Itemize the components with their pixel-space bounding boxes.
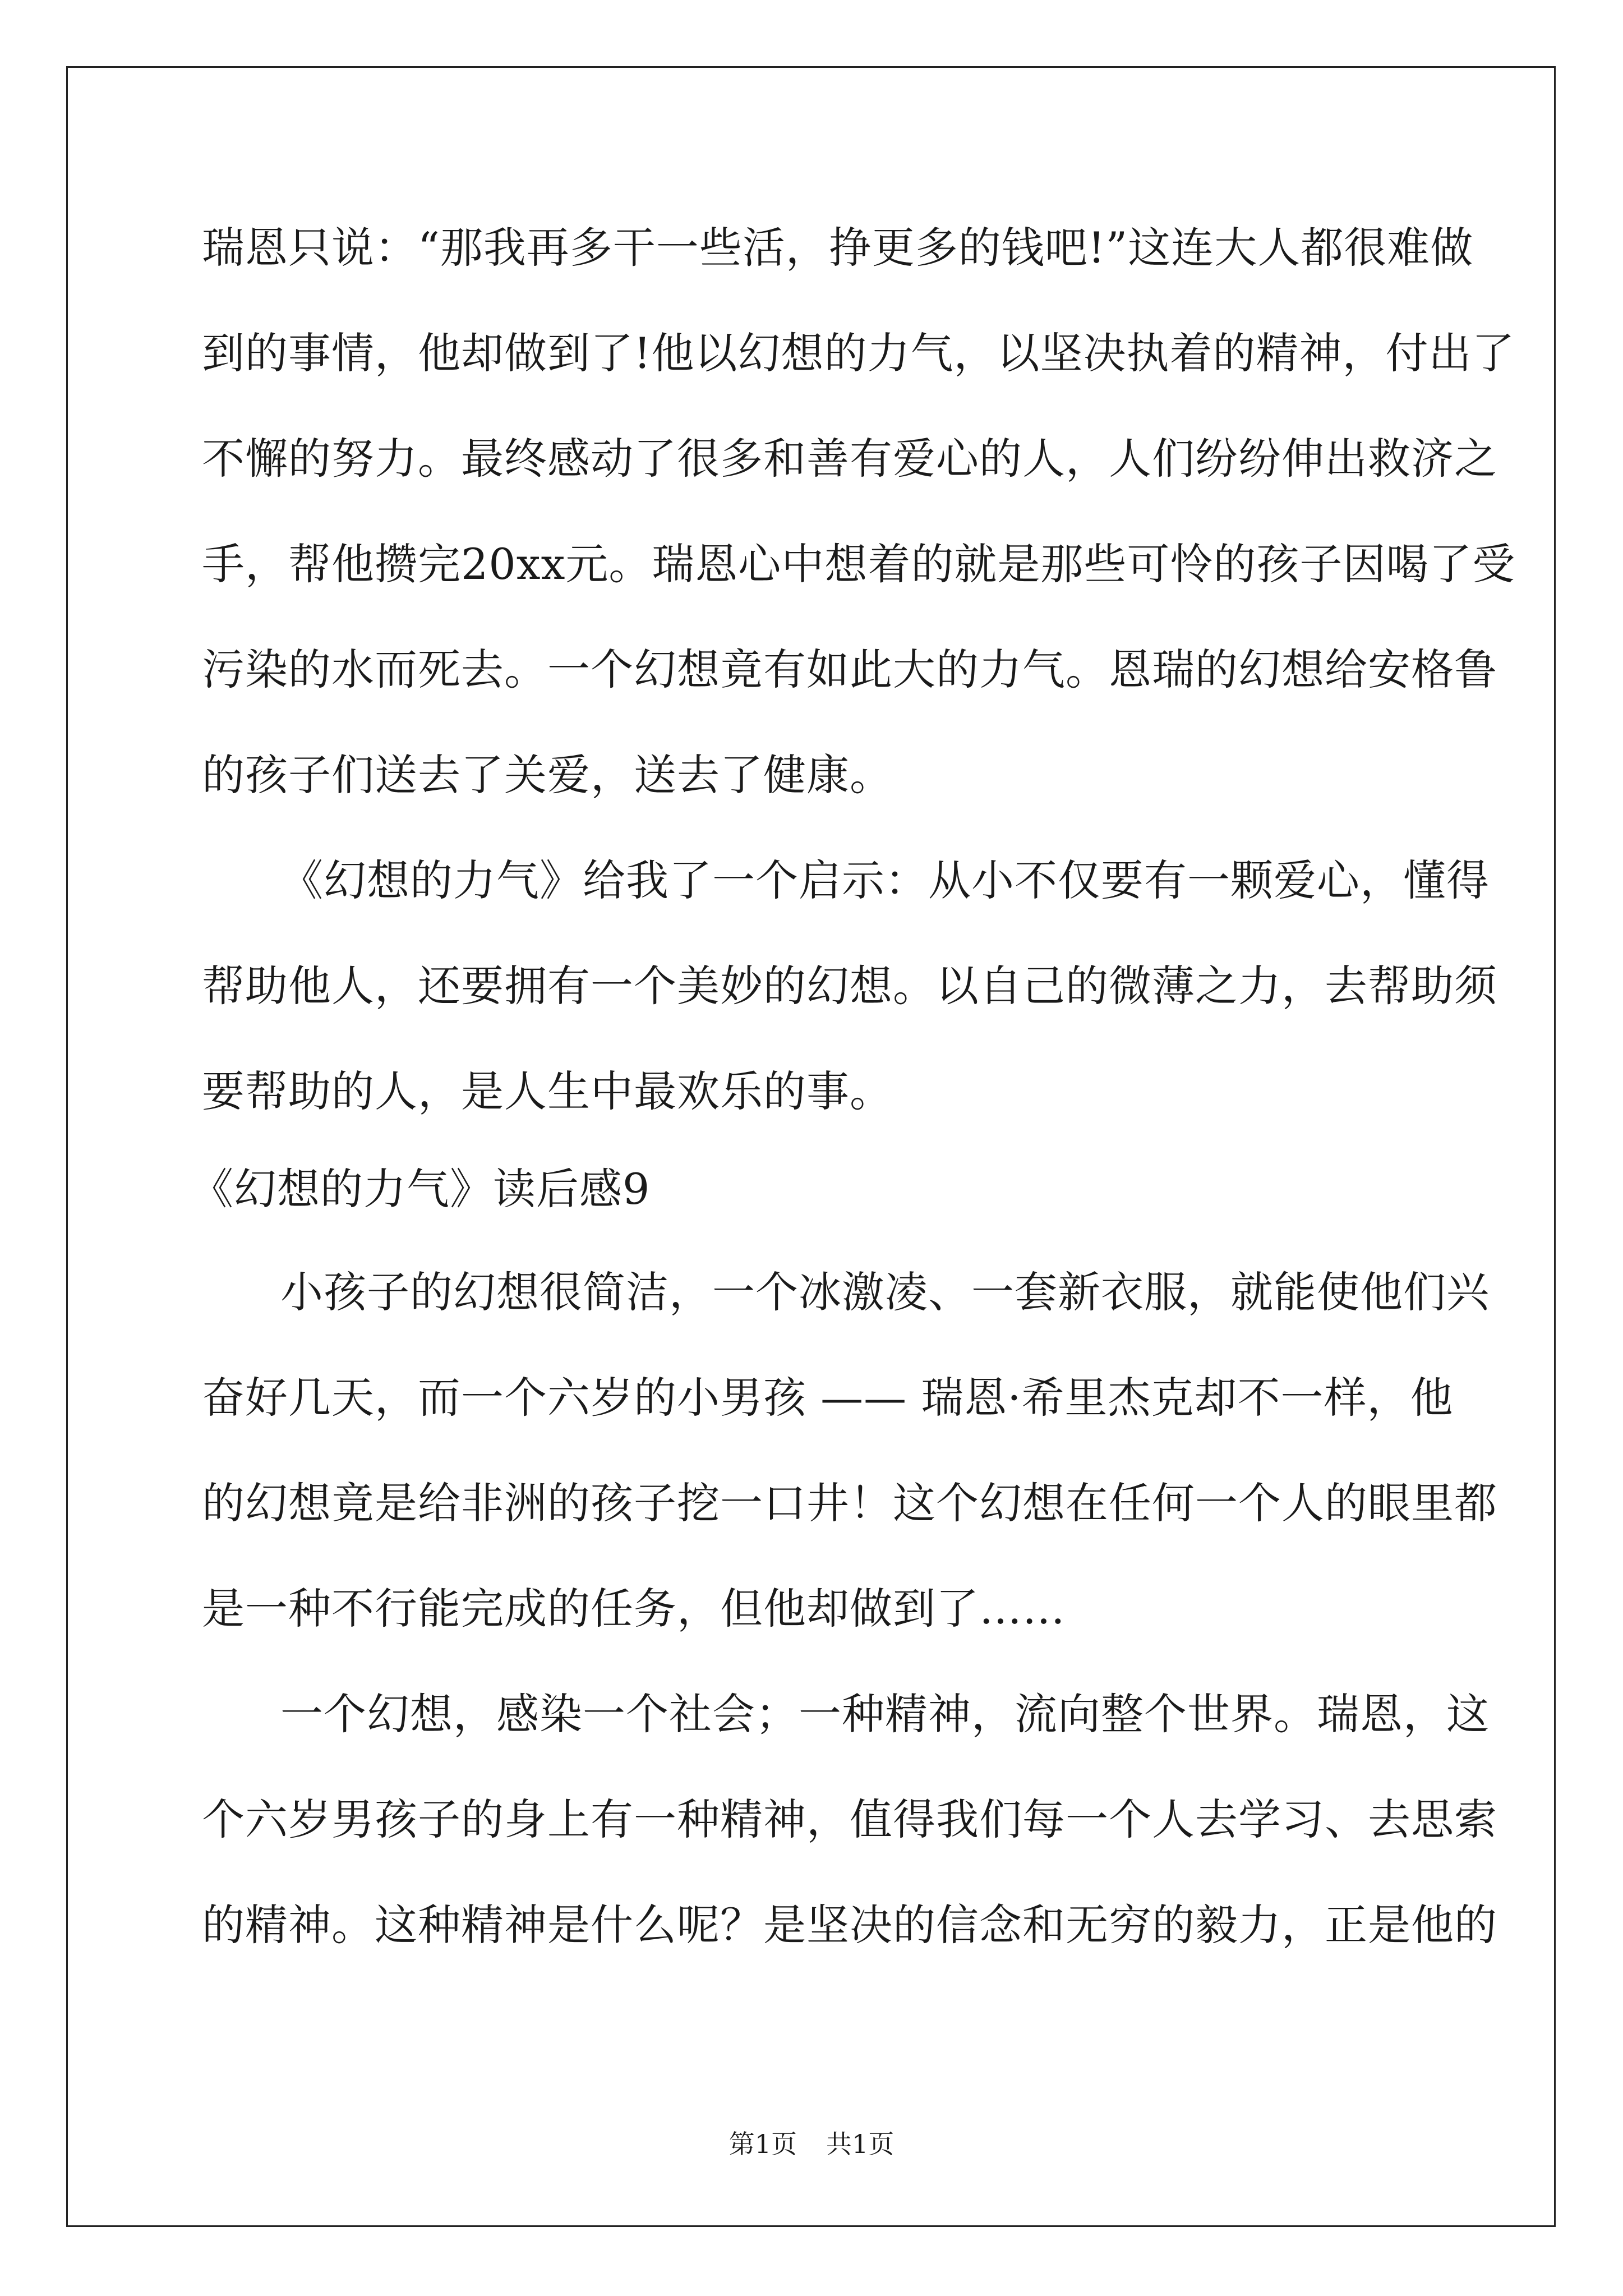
- paragraph-line: 不懈的努力。最终感动了很多和善有爱心的人，人们纷纷伸出救济之: [202, 434, 1497, 484]
- section-heading: 《幻想的力气》读后感9: [191, 1164, 651, 1214]
- paragraph-line: 到的事情，他却做到了!他以幻想的力气，以坚决执着的精神，付出了: [202, 328, 1515, 378]
- paragraph-line: 《幻想的力气》给我了一个启示：从小不仅要有一颗爱心，懂得: [280, 855, 1490, 905]
- paragraph-line: 小孩子的幻想很简洁，一个冰激凌、一套新衣服，就能使他们兴: [280, 1267, 1490, 1317]
- paragraph-line: 奋好几天，而一个六岁的小男孩 —— 瑞恩·希里杰克却不一样，他: [202, 1373, 1454, 1423]
- paragraph-line: 瑞恩只说：“那我再多干一些活，挣更多的钱吧!”这连大人都很难做: [202, 223, 1474, 273]
- paragraph-line: 帮助他人，还要拥有一个美妙的幻想。以自己的微薄之力，去帮助须: [202, 961, 1497, 1011]
- page-total: 共1页: [826, 2129, 895, 2159]
- page-number: 第1页: [728, 2129, 797, 2159]
- page-footer: [0, 2127, 1623, 2161]
- paragraph-line: 个六岁男孩子的身上有一种精神，值得我们每一个人去学习、去思索: [202, 1795, 1497, 1844]
- paragraph-line: 一个幻想，感染一个社会；一种精神，流向整个世界。瑞恩，这: [280, 1689, 1490, 1739]
- paragraph-line: 的孩子们送去了关爱，送去了健康。: [202, 750, 893, 800]
- paragraph-line: 手，帮他攒完20xx元。瑞恩心中想着的就是那些可怜的孩子因喝了受: [202, 539, 1516, 589]
- paragraph-line: 的幻想竟是给非洲的孩子挖一口井！这个幻想在任何一个人的眼里都: [202, 1478, 1497, 1528]
- paragraph-line: 污染的水而死去。一个幻想竟有如此大的力气。恩瑞的幻想给安格鲁: [202, 645, 1497, 694]
- paragraph-line: 是一种不行能完成的任务，但他却做到了……: [202, 1584, 1066, 1634]
- paragraph-line: 的精神。这种精神是什么呢？是坚决的信念和无穷的毅力，正是他的: [202, 1900, 1497, 1950]
- paragraph-line: 要帮助的人，是人生中最欢乐的事。: [202, 1066, 893, 1116]
